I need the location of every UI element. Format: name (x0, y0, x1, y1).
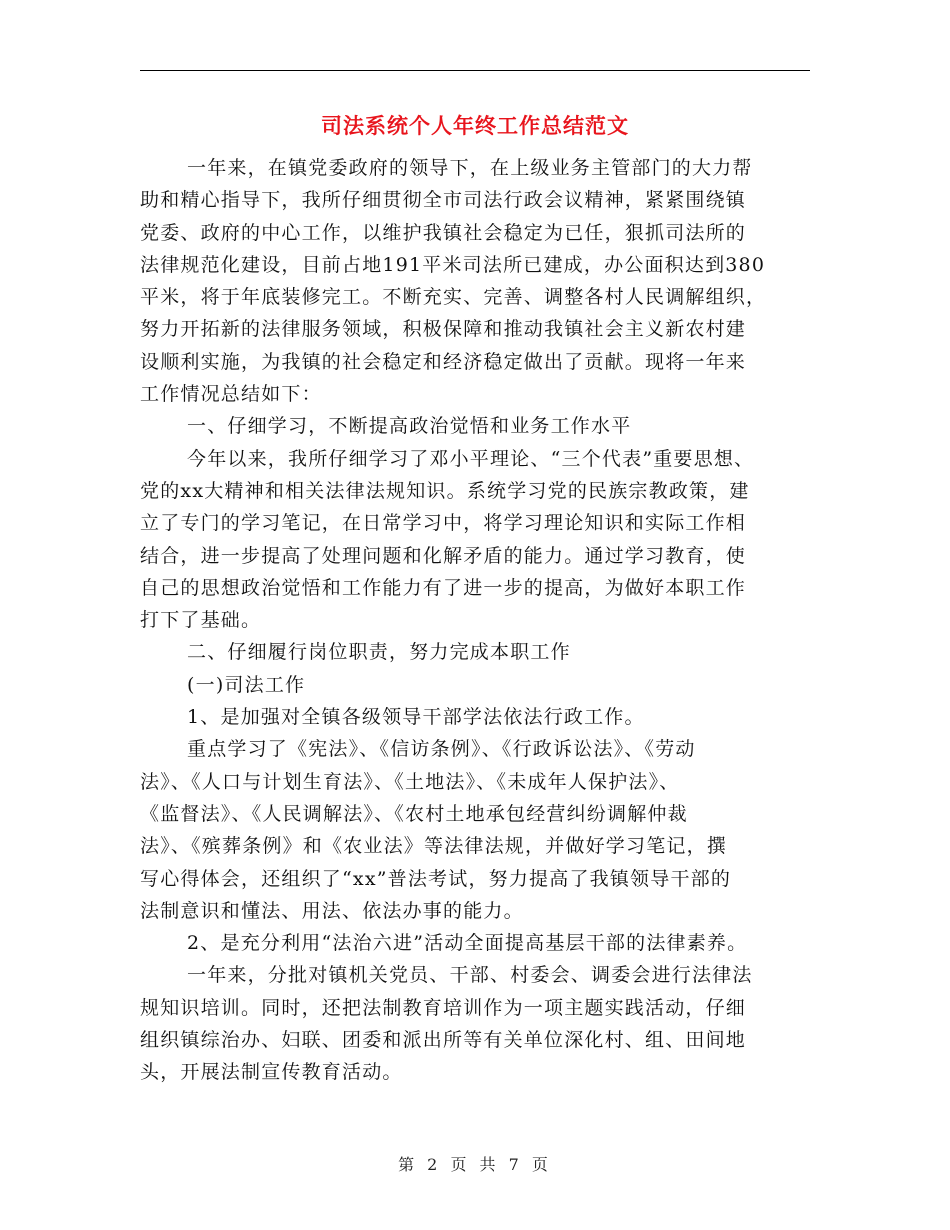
paragraph-line: 党委、政府的中心工作，以维护我镇社会稳定为已任，狠抓司法所的 (140, 221, 747, 244)
paragraph-line: 头，开展法制宣传教育活动。 (140, 1061, 403, 1084)
section-heading: 一、仔细学习，不断提高政治觉悟和业务工作水平 (187, 415, 632, 438)
paragraph-line: 今年以来，我所仔细学习了邓小平理论、“三个代表”重要思想、 (187, 447, 755, 470)
paragraph-line: 《监督法》、《人民调解法》、《农村土地承包经营纠纷调解仲裁 (140, 802, 688, 825)
paragraph-line: 一年来，在镇党委政府的领导下，在上级业务主管部门的大力帮 (187, 157, 753, 179)
item-heading: 1、是加强对全镇各级领导干部学法依法行政工作。 (187, 706, 645, 729)
document-body (140, 152, 810, 1089)
paragraph-line: 助和精心指导下，我所仔细贯彻全市司法行政会议精神，紧紧围绕镇 (140, 189, 747, 212)
paragraph-line: 法》、《殡葬条例》和《农业法》等法律法规，并做好学习笔记，撰 (140, 835, 728, 858)
paragraph-line: 写心得体会，还组织了“xx”普法考试，努力提高了我镇领导干部的 (140, 867, 732, 890)
paragraph-line: 规知识培训。同时，还把法制教育培训作为一项主题实践活动，仔细 (140, 996, 747, 1019)
paragraph-line: 平米，将于年底装修完工。不断充实、完善、调整各村人民调解组织， (140, 286, 767, 309)
subsection-heading: (一)司法工作 (187, 673, 306, 696)
paragraph-line: 设顺利实施，为我镇的社会稳定和经济稳定做出了贡献。现将一年来 (140, 350, 747, 373)
paragraph-line: 一年来，分批对镇机关党员、干部、村委会、调委会进行法律法 (187, 964, 753, 987)
paragraph-line: 法律规范化建设，目前占地191平米司法所已建成，办公面积达到380 (140, 253, 766, 276)
paragraph-line: 工作情况总结如下： (140, 383, 322, 406)
paragraph-line: 努力开拓新的法律服务领域，积极保障和推动我镇社会主义新农村建 (140, 318, 747, 341)
document-title: 司法系统个人年终工作总结范文 (321, 113, 629, 138)
paragraph-line: 法制意识和懂法、用法、依法办事的能力。 (140, 899, 524, 922)
paragraph-line: 党的xx大精神和相关法律法规知识。系统学习党的民族宗教政策，建 (140, 479, 750, 502)
paragraph-line: 打下了基础。 (140, 609, 262, 632)
item-heading: 2、是充分利用“法治六进”活动全面提高基层干部的法律素养。 (187, 932, 748, 955)
paragraph-line: 重点学习了《宪法》、《信访条例》、《行政诉讼法》、《劳动 (187, 738, 696, 761)
paragraph-line: 组织镇综治办、妇联、团委和派出所等有关单位深化村、组、田间地 (140, 1029, 747, 1052)
section-heading: 二、仔细履行岗位职责，努力完成本职工作 (187, 641, 571, 664)
paragraph-line: 结合，进一步提高了处理问题和化解矛盾的能力。通过学习教育，使 (140, 544, 747, 567)
paragraph-line: 立了专门的学习笔记，在日常学习中，将学习理论知识和实际工作相 (140, 512, 747, 535)
header-rule (140, 70, 810, 71)
paragraph-line: 自己的思想政治觉悟和工作能力有了进一步的提高，为做好本职工作 (140, 576, 747, 599)
paragraph-line: 法》、《人口与计划生育法》、《土地法》、《未成年人保护法》、 (140, 770, 680, 793)
page-number-footer: 第 2 页 共 7 页 (398, 1155, 552, 1174)
